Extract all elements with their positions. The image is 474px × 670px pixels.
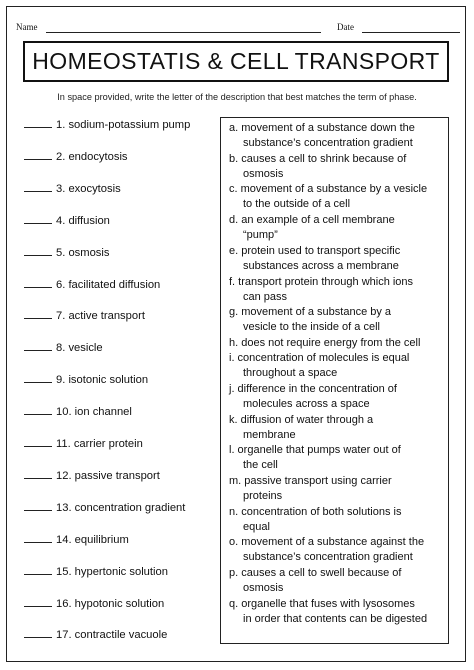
description-line: vesicle to the inside of a cell (243, 321, 380, 334)
description-item (229, 474, 457, 504)
term-label: 9. isotonic solution (56, 374, 149, 387)
answer-blank[interactable] (24, 148, 52, 160)
term-label: 14. equilibrium (56, 533, 129, 546)
descriptions-box (220, 117, 449, 644)
term-label: 6. facilitated diffusion (56, 278, 161, 291)
description-line: osmosis (243, 582, 284, 595)
term-item (24, 116, 190, 132)
term-item (24, 499, 185, 515)
term-item (24, 626, 167, 642)
description-line: n. concentration of both solutions is (229, 505, 402, 518)
description-line: substance’s concentration gradient (243, 551, 413, 564)
description-item (229, 305, 457, 335)
description-line: l. organelle that pumps water out of (229, 444, 401, 457)
description-line: “pump” (243, 229, 278, 242)
description-line: membrane (243, 428, 296, 441)
answer-blank[interactable] (24, 531, 52, 543)
term-item (24, 339, 103, 355)
description-item (229, 443, 457, 473)
description-line: can pass (243, 290, 288, 303)
term-label: 13. concentration gradient (56, 501, 186, 514)
description-item (229, 505, 457, 535)
description-line: throughout a space (243, 367, 338, 380)
answer-blank[interactable] (24, 180, 52, 192)
term-label: 15. hypertonic solution (56, 565, 168, 578)
description-line: molecules across a space (243, 397, 370, 410)
description-item (229, 244, 457, 274)
term-item (24, 595, 164, 611)
term-label: 3. exocytosis (56, 182, 121, 195)
answer-blank[interactable] (24, 563, 52, 575)
date-field[interactable] (362, 32, 460, 33)
term-item (24, 467, 160, 483)
description-line: o. movement of a substance against the (229, 536, 425, 549)
description-line: k. diffusion of water through a (229, 413, 374, 426)
description-line: e. protein used to transport specific (229, 244, 401, 257)
description-line: the cell (243, 459, 278, 472)
answer-blank[interactable] (24, 276, 52, 288)
description-item (229, 152, 457, 182)
answer-blank[interactable] (24, 626, 52, 638)
term-item (24, 180, 121, 196)
page-title: HOMEOSTATIS & CELL TRANSPORT (23, 41, 449, 82)
answer-blank[interactable] (24, 339, 52, 351)
name-date-row (16, 19, 460, 35)
name-field[interactable] (46, 32, 321, 33)
description-item (229, 275, 457, 305)
description-line: p. causes a cell to swell because of (229, 567, 402, 580)
term-item (24, 148, 128, 164)
description-line: m. passive transport using carrier (229, 475, 392, 488)
term-item (24, 531, 129, 547)
description-line: g. movement of a substance by a (229, 306, 392, 319)
term-item (24, 307, 145, 323)
term-label: 5. osmosis (56, 246, 110, 259)
description-item (229, 351, 457, 381)
term-label: 8. vesicle (56, 342, 103, 355)
answer-blank[interactable] (24, 307, 52, 319)
date-label: Date (337, 22, 354, 32)
answer-blank[interactable] (24, 467, 52, 479)
description-item (229, 413, 457, 443)
description-line: proteins (243, 490, 283, 503)
description-item (229, 597, 457, 627)
answer-blank[interactable] (24, 595, 52, 607)
description-line: to the outside of a cell (243, 198, 351, 211)
name-label: Name (16, 22, 38, 32)
description-line: f. transport protein through which ions (229, 275, 414, 288)
answer-blank[interactable] (24, 403, 52, 415)
term-label: 17. contractile vacuole (56, 629, 168, 642)
answer-blank[interactable] (24, 435, 52, 447)
term-item (24, 244, 109, 260)
term-item (24, 435, 143, 451)
term-label: 12. passive transport (56, 469, 160, 482)
answer-blank[interactable] (24, 499, 52, 511)
instructions-text: In space provided, write the letter of the description that best matches the term of phase. (57, 92, 417, 102)
answer-blank[interactable] (24, 212, 52, 224)
term-label: 10. ion channel (56, 406, 132, 419)
description-item (229, 182, 457, 212)
description-line: q. organelle that fuses with lysosomes (229, 597, 415, 610)
description-line: a. movement of a substance down the (229, 122, 415, 134)
description-item (229, 535, 457, 565)
description-line: j. difference in the concentration of (229, 382, 397, 395)
description-line: equal (243, 520, 270, 533)
term-item (24, 276, 160, 292)
description-line: substance’s concentration gradient (243, 137, 413, 149)
description-line: osmosis (243, 167, 284, 180)
term-item (24, 563, 168, 579)
term-label: 4. diffusion (56, 214, 110, 227)
term-item (24, 371, 148, 387)
description-line: d. an example of a cell membrane (229, 214, 395, 227)
answer-blank[interactable] (24, 244, 52, 256)
description-item (229, 382, 457, 412)
description-item (229, 336, 457, 351)
term-label: 11. carrier protein (56, 438, 143, 450)
description-line: h. does not require energy from the cell (229, 336, 421, 349)
description-line: substances across a membrane (243, 259, 399, 272)
description-item (229, 213, 457, 243)
description-item (229, 121, 457, 151)
term-label: 1. sodium-potassium pump (56, 119, 191, 131)
term-label: 2. endocytosis (56, 150, 128, 163)
term-label: 16. hypotonic solution (56, 597, 165, 610)
answer-blank[interactable] (24, 116, 52, 128)
description-line: b. causes a cell to shrink because of (229, 152, 407, 165)
description-line: in order that contents can be digested (243, 612, 428, 625)
description-line: i. concentration of molecules is equal (229, 352, 410, 365)
term-label: 7. active transport (56, 310, 145, 323)
term-item (24, 212, 110, 228)
answer-blank[interactable] (24, 371, 52, 383)
description-item (229, 566, 457, 596)
term-item (24, 403, 132, 419)
description-line: c. movement of a substance by a vesicle (229, 183, 428, 196)
